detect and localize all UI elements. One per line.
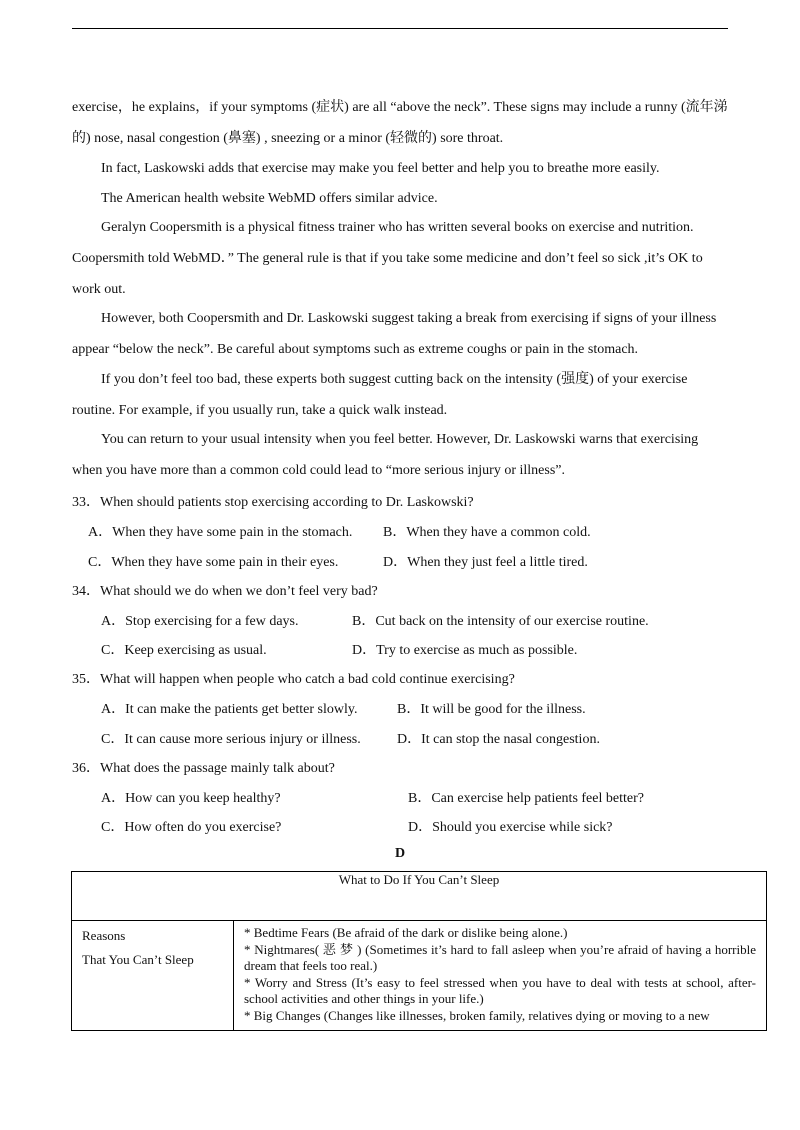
table-reasons-cell (234, 921, 767, 1031)
table-row-label (72, 921, 234, 1031)
sleep-table (71, 871, 767, 1031)
paragraph-2: In fact, Laskowski adds that exercise may make you feel better and help you to breathe more easily. (101, 161, 660, 176)
q33-option-d[interactable]: D．When they just feel a little tired. (383, 555, 588, 570)
question-34-stem: 34．What should we do when we don’t feel very bad? (72, 584, 378, 599)
q34-option-a[interactable]: A．Stop exercising for a few days. (101, 614, 299, 629)
reason-nightmares: * Nightmares( 恶 梦 ) (Sometimes it’s hard to fall asleep when you’re afraid of having a horrible dream that feels too real.) (244, 941, 756, 973)
q34-option-c[interactable]: C．Keep exercising as usual. (101, 643, 267, 658)
q34-option-d[interactable]: D．Try to exercise as much as possible. (352, 643, 578, 658)
q34-option-b[interactable]: B．Cut back on the intensity of our exercise routine. (352, 614, 649, 629)
paragraph-4: Geralyn Coopersmith is a physical fitness trainer who has written several books on exercise and nutrition. Coopersmith told WebMD．” The general rule is that if you take some medicine and don’t feel so sick ,it’s OK to work out. (72, 220, 703, 297)
reason-big-changes: * Big Changes (Changes like illnesses, broken family, relatives dying or moving to a new (244, 1007, 710, 1023)
row-label-reasons: Reasons (82, 928, 126, 943)
q35-option-c[interactable]: C．It can cause more serious injury or illness. (101, 732, 361, 747)
table-title: What to Do If You Can’t Sleep (72, 872, 767, 921)
q36-option-c[interactable]: C．How often do you exercise? (101, 820, 282, 835)
q33-option-c[interactable]: C．When they have some pain in their eyes. (88, 555, 339, 570)
paragraph-1: exercise，he explains，if your symptoms (症状) are all “above the neck”. These signs may include a runny (流年涕的) nose, nasal congestion (鼻塞) , sneezing or a minor (轻微的) sore throat. (72, 100, 728, 146)
q35-option-b[interactable]: B．It will be good for the illness. (397, 702, 586, 717)
q35-option-d[interactable]: D．It can stop the nasal congestion. (397, 732, 600, 747)
paragraph-5: However, both Coopersmith and Dr. Laskowski suggest taking a break from exercising if signs of your illness appear “below the neck”. Be careful about symptoms such as extreme coughs or pain in the stomach. (72, 311, 717, 357)
question-36-stem: 36．What does the passage mainly talk about? (72, 761, 335, 776)
section-label: D (394, 846, 406, 861)
reason-worry-stress: * Worry and Stress (It’s easy to feel stressed when you have to deal with tests at school, after-school activities and other things in your life.) (244, 974, 756, 1006)
row-label-cant-sleep: That You Can’t Sleep (82, 952, 194, 967)
q35-option-a[interactable]: A．It can make the patients get better slowly. (101, 702, 358, 717)
reason-bedtime-fears: * Bedtime Fears (Be afraid of the dark or dislike being alone.) (244, 925, 568, 940)
header-rule (72, 28, 728, 29)
q33-option-b[interactable]: B．When they have a common cold. (383, 525, 591, 540)
q33-option-a[interactable]: A．When they have some pain in the stomach. (88, 525, 353, 540)
paragraph-6: If you don’t feel too bad, these experts both suggest cutting back on the intensity (强度) of your exercise routine. For example, if you usually run, take a quick walk instead. (72, 372, 688, 418)
question-33-stem: 33．When should patients stop exercising according to Dr. Laskowski? (72, 495, 474, 510)
q36-option-b[interactable]: B．Can exercise help patients feel better? (408, 791, 644, 806)
question-35-stem: 35．What will happen when people who catch a bad cold continue exercising? (72, 672, 515, 687)
q36-option-d[interactable]: D．Should you exercise while sick? (408, 820, 613, 835)
paragraph-3: The American health website WebMD offers similar advice. (101, 191, 438, 206)
q36-option-a[interactable]: A．How can you keep healthy? (101, 791, 281, 806)
paragraph-7: You can return to your usual intensity when you feel better. However, Dr. Laskowski warns that exercising when you have more than a common cold could lead to “more serious injury or illness”. (72, 432, 699, 478)
